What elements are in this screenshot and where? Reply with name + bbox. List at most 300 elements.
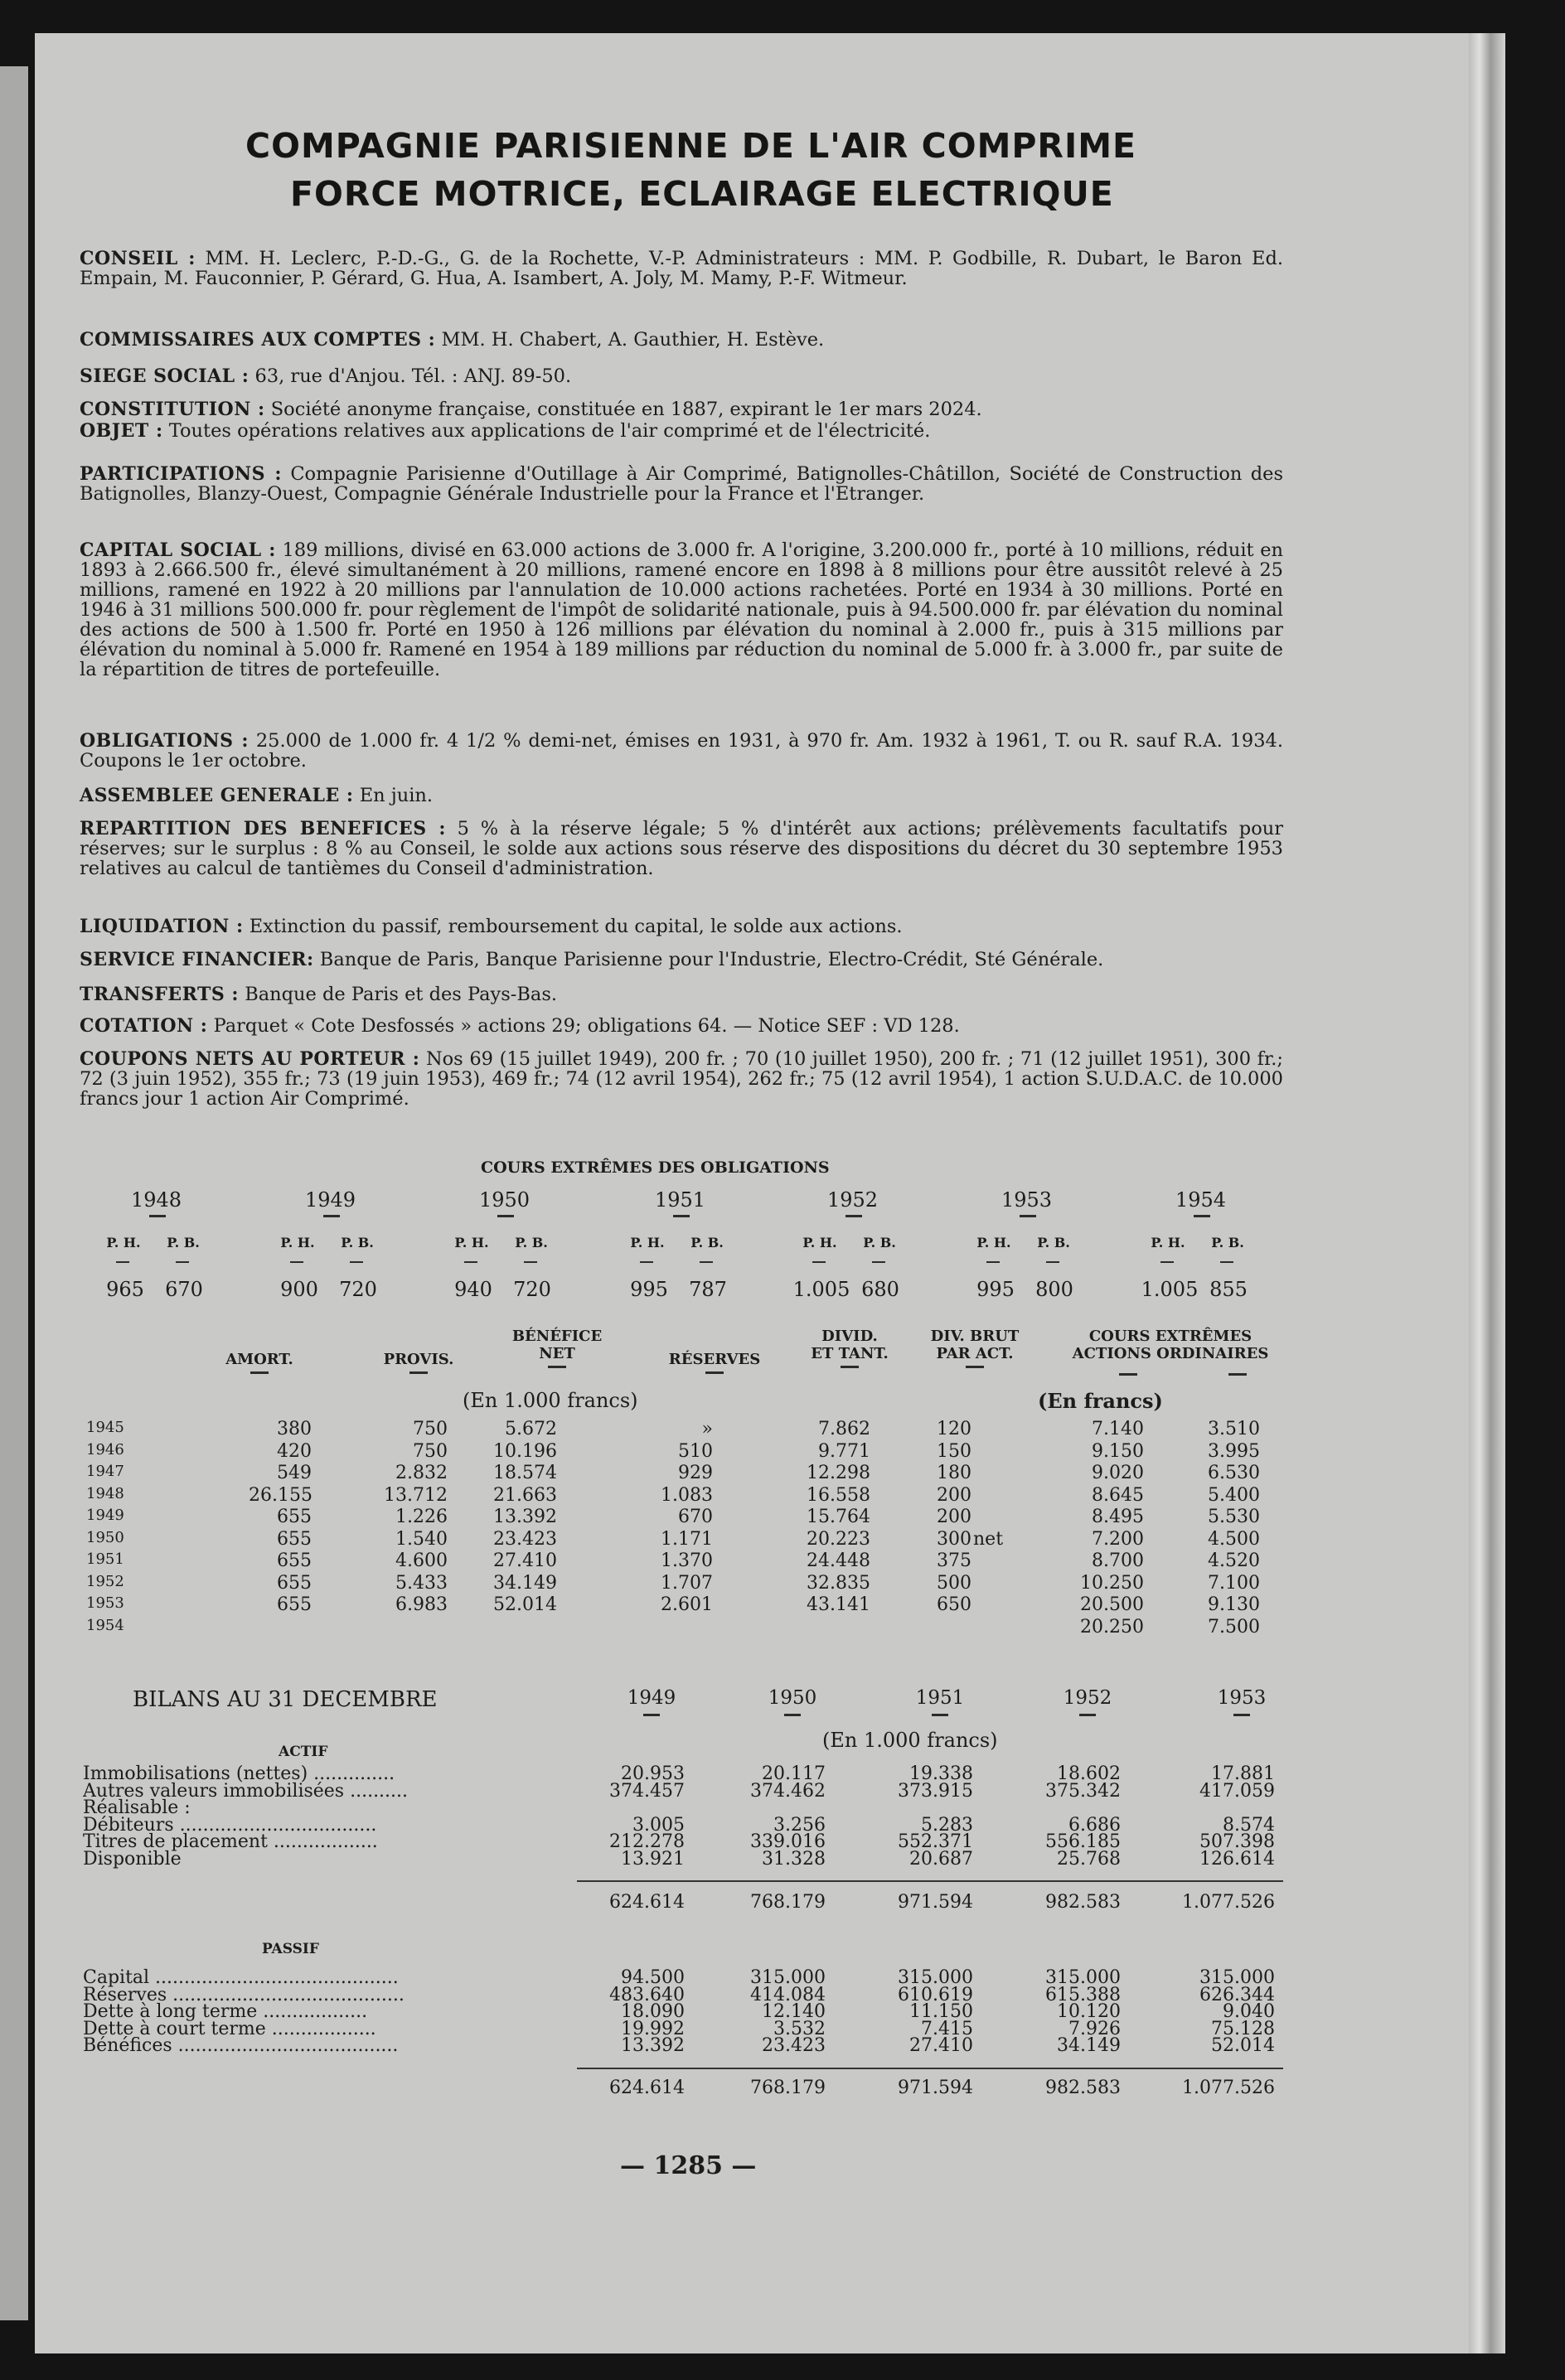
col-header-provis xyxy=(373,1351,464,1374)
bond-year: 1948 xyxy=(131,1188,182,1212)
passif-label: PASSIF xyxy=(262,1941,319,1957)
col-header-label: NET xyxy=(539,1345,575,1362)
cell-reserves: 1.707 xyxy=(661,1572,713,1594)
cell-provis: 750 xyxy=(413,1440,448,1462)
col-header-cours xyxy=(1046,1328,1295,1380)
cell-divid: 12.298 xyxy=(807,1463,870,1483)
cell-benef: 5.672 xyxy=(505,1419,557,1439)
section-text: Parquet « Cote Desfossés » actions 29; obligations 64. — Notice SEF : VD 128. xyxy=(213,1015,960,1037)
cell-high: 8.700 xyxy=(1092,1550,1144,1571)
col-header-benefice xyxy=(507,1328,607,1368)
pb-value: 720 xyxy=(513,1278,551,1301)
col-header-label: COURS EXTRÊMES xyxy=(1088,1328,1252,1345)
bilan-cell: 20.687 xyxy=(909,1848,973,1870)
ph-value: 1.005 xyxy=(1141,1278,1199,1301)
cell-provis: 13.712 xyxy=(384,1484,448,1506)
pb-value: 680 xyxy=(861,1278,899,1301)
bilan-cell: 34.149 xyxy=(1057,2035,1121,2056)
ph-label: P. H. xyxy=(106,1235,141,1250)
cell-high: 10.250 xyxy=(1080,1572,1144,1594)
pb-value: 670 xyxy=(165,1278,203,1301)
cell-amort: 26.155 xyxy=(249,1484,313,1506)
section-head: ASSEMBLEE GENERALE : xyxy=(80,785,354,806)
section-participations xyxy=(80,464,1283,504)
section-head: OBJET : xyxy=(80,420,163,442)
bilan-row-label: Réalisable : xyxy=(83,1797,191,1818)
row-year: 1949 xyxy=(86,1507,124,1524)
section-repartition xyxy=(80,819,1283,878)
bilan-cell: 11.150 xyxy=(909,2001,973,2022)
bilan-year: 1953 xyxy=(1217,1687,1267,1709)
bilan-row-label: Immobilisations (nettes) .............. xyxy=(83,1763,395,1784)
ph-label: P. H. xyxy=(802,1235,837,1250)
actif-total-cell: 982.583 xyxy=(1045,1892,1121,1913)
col-header-amort xyxy=(222,1351,297,1374)
ph-value: 900 xyxy=(280,1278,318,1301)
ph-dash xyxy=(812,1261,826,1263)
cell-low: 7.100 xyxy=(1208,1572,1260,1594)
cell-div: 650 xyxy=(937,1594,971,1615)
bilan-cell: 20.953 xyxy=(621,1763,685,1784)
cell-amort: 655 xyxy=(277,1572,312,1594)
cell-reserves: 2.601 xyxy=(661,1594,713,1615)
ph-label: P. H. xyxy=(454,1235,489,1250)
section-assemblee xyxy=(80,786,1283,805)
bilan-cell: 315.000 xyxy=(1199,1967,1275,1988)
col-header-divid xyxy=(804,1328,895,1368)
bilan-cell: 626.344 xyxy=(1199,1984,1275,2005)
section-head: COUPONS NETS AU PORTEUR : xyxy=(80,1048,420,1070)
cell-low: 9.130 xyxy=(1208,1594,1260,1615)
bilan-cell: 375.342 xyxy=(1045,1780,1121,1802)
pb-label: P. B. xyxy=(341,1235,374,1250)
bond-year: 1949 xyxy=(305,1188,356,1212)
year-dash xyxy=(643,1714,660,1716)
year-dash xyxy=(1079,1714,1096,1716)
section-text: Extinction du passif, remboursement du capital, le solde aux actions. xyxy=(249,916,903,937)
bilan-cell: 5.283 xyxy=(921,1814,973,1836)
pb-value: 855 xyxy=(1209,1278,1248,1301)
cell-divid: 20.223 xyxy=(807,1528,870,1550)
ph-dash xyxy=(640,1261,653,1263)
cell-div: 500 xyxy=(937,1572,971,1594)
bilan-cell: 7.415 xyxy=(921,2018,973,2039)
bilan-cell: 483.640 xyxy=(609,1984,685,2005)
bilan-row-label: Autres valeurs immobilisées .......... xyxy=(83,1780,409,1802)
section-conseil xyxy=(80,249,1283,288)
bilan-cell: 25.768 xyxy=(1057,1848,1121,1870)
ph-value: 995 xyxy=(630,1278,668,1301)
unit-right: (En francs) xyxy=(1038,1389,1163,1413)
company-title: COMPAGNIE PARISIENNE DE L'AIR COMPRIME xyxy=(245,126,1137,166)
bilan-cell: 31.328 xyxy=(762,1848,826,1870)
cell-high: 20.250 xyxy=(1080,1616,1144,1637)
col-header-label: DIV. BRUT xyxy=(930,1328,1020,1345)
bilan-row-label: Dette à long terme .................. xyxy=(83,2001,368,2022)
cell-provis: 5.433 xyxy=(395,1572,448,1594)
header-dash xyxy=(841,1366,859,1368)
section-head: REPARTITION DES BENEFICES : xyxy=(80,818,446,839)
cell-high: 9.020 xyxy=(1092,1463,1144,1483)
year-dash xyxy=(1020,1215,1036,1217)
ph-dash xyxy=(116,1261,129,1263)
ph-dash xyxy=(290,1261,303,1263)
bilan-row-label: Bénéfices ...................................... xyxy=(83,2035,399,2056)
cell-high: 8.645 xyxy=(1092,1484,1144,1506)
cell-reserves: 1.083 xyxy=(661,1484,713,1506)
bilan-cell: 610.619 xyxy=(898,1984,973,2005)
cell-divid: 24.448 xyxy=(807,1550,870,1571)
bilan-row-label: Débiteurs .................................. xyxy=(83,1814,377,1836)
cell-div: 120 xyxy=(937,1419,971,1439)
ph-label: P. H. xyxy=(630,1235,665,1250)
bilan-cell: 8.574 xyxy=(1223,1814,1275,1836)
section-head: OBLIGATIONS : xyxy=(80,730,249,752)
bilan-cell: 339.016 xyxy=(750,1831,826,1852)
section-head: SIEGE SOCIAL : xyxy=(80,365,250,387)
row-year: 1947 xyxy=(86,1463,124,1480)
cell-amort: 655 xyxy=(277,1594,312,1615)
header-dash xyxy=(548,1366,566,1368)
cell-amort: 380 xyxy=(277,1419,312,1439)
col-header-label: ET TANT. xyxy=(811,1345,889,1362)
bilan-cell: 17.881 xyxy=(1211,1763,1275,1784)
header-dash xyxy=(1228,1373,1247,1376)
col-header-div-brut xyxy=(917,1328,1033,1368)
bilan-cell: 3.005 xyxy=(632,1814,685,1836)
year-dash xyxy=(932,1714,948,1716)
actif-total-rule xyxy=(577,1880,1283,1882)
cell-div: 300 xyxy=(937,1528,971,1550)
bilan-cell: 94.500 xyxy=(621,1967,685,1988)
cell-low: 3.995 xyxy=(1208,1440,1260,1462)
bilan-row-label: Dette à court terme .................. xyxy=(83,2018,376,2039)
cell-reserves: » xyxy=(701,1419,713,1439)
section-text: En juin. xyxy=(359,785,434,806)
col-header-label: ACTIONS ORDINAIRES xyxy=(1072,1345,1269,1362)
bilan-cell: 212.278 xyxy=(609,1831,685,1852)
ph-label: P. H. xyxy=(1151,1235,1185,1250)
bilan-cell: 417.059 xyxy=(1199,1780,1275,1802)
bilan-cell: 615.388 xyxy=(1045,1984,1121,2005)
cell-low: 4.500 xyxy=(1208,1528,1260,1550)
passif-total-rule xyxy=(577,2068,1283,2069)
ph-dash xyxy=(986,1261,1000,1263)
col-header-label: BÉNÉFICE xyxy=(511,1328,603,1345)
cell-divid: 43.141 xyxy=(807,1594,870,1615)
ph-dash xyxy=(464,1261,477,1263)
bilan-cell: 414.084 xyxy=(750,1984,826,2005)
cell-divid: 16.558 xyxy=(807,1484,870,1506)
cell-reserves: 929 xyxy=(678,1463,713,1483)
bond-year: 1954 xyxy=(1175,1188,1227,1212)
section-head: COTATION : xyxy=(80,1015,208,1037)
cell-benef: 27.410 xyxy=(493,1550,557,1571)
bond-year: 1951 xyxy=(655,1188,706,1212)
section-text: Toutes opérations relatives aux applications de l'air comprimé et de l'électricité. xyxy=(168,420,931,442)
year-dash xyxy=(497,1215,514,1217)
bilan-row-label: Titres de placement .................. xyxy=(83,1831,378,1852)
col-header-label: PAR ACT. xyxy=(936,1345,1014,1362)
cell-divid: 7.862 xyxy=(818,1419,870,1439)
bilan-cell: 373.915 xyxy=(898,1780,973,1802)
cell-provis: 2.832 xyxy=(395,1463,448,1483)
section-text: Banque de Paris et des Pays-Bas. xyxy=(245,984,558,1005)
cell-low: 3.510 xyxy=(1208,1419,1260,1439)
bilan-cell: 556.185 xyxy=(1045,1831,1121,1852)
book-page-edges xyxy=(1469,33,1505,2353)
header-dash xyxy=(1119,1373,1137,1376)
bilan-cell: 126.614 xyxy=(1199,1848,1275,1870)
row-year: 1953 xyxy=(86,1594,124,1612)
cell-reserves: 670 xyxy=(678,1507,713,1527)
ph-value: 965 xyxy=(106,1278,144,1301)
cell-benef: 18.574 xyxy=(493,1463,557,1483)
ph-label: P. H. xyxy=(976,1235,1011,1250)
bonds-title: COURS EXTRÊMES DES OBLIGATIONS xyxy=(481,1159,830,1177)
bilan-cell: 552.371 xyxy=(898,1831,973,1852)
ph-value: 995 xyxy=(976,1278,1015,1301)
page-number: — 1285 — xyxy=(620,2151,757,2180)
cell-benef: 34.149 xyxy=(493,1572,557,1594)
bilan-cell: 20.117 xyxy=(762,1763,826,1784)
cell-divid: 9.771 xyxy=(818,1440,870,1462)
cell-net-note: net xyxy=(973,1528,1004,1550)
bilan-cell: 18.090 xyxy=(621,2001,685,2022)
cell-high: 7.200 xyxy=(1092,1528,1144,1550)
cell-benef: 21.663 xyxy=(493,1484,557,1506)
cell-provis: 4.600 xyxy=(395,1550,448,1571)
cell-divid: 15.764 xyxy=(807,1507,870,1527)
section-constitution xyxy=(80,399,1283,419)
bilan-cell: 19.338 xyxy=(909,1763,973,1784)
header-dash xyxy=(966,1366,984,1368)
actif-label: ACTIF xyxy=(279,1744,328,1760)
section-objet xyxy=(80,421,1283,441)
cell-low: 7.500 xyxy=(1208,1616,1260,1637)
section-text: Nos 69 (15 juillet 1949), 200 fr. ; 70 (10 juillet 1950), 200 fr. ; 71 (12 juillet 1951), 300 fr.; 72 (3 juin 1952), 355 fr.; 73 (19 juin 1953), 469 fr.; 74 (12 avril 1954), 262 fr.; 75 (12 avril 1954), 1 action S.U.D.A.C. de 10.000 francs jour 1 action Air Comprimé. xyxy=(80,1048,1283,1110)
ph-value: 940 xyxy=(454,1278,492,1301)
bilan-cell: 13.392 xyxy=(621,2035,685,2056)
cell-high: 7.140 xyxy=(1092,1419,1144,1439)
bilan-cell: 315.000 xyxy=(898,1967,973,1988)
col-header-label: AMORT. xyxy=(225,1351,293,1368)
row-year: 1950 xyxy=(86,1528,124,1546)
bilan-cell: 23.423 xyxy=(762,2035,826,2056)
cell-provis: 750 xyxy=(413,1419,448,1439)
header-dash xyxy=(409,1371,428,1374)
pb-label: P. B. xyxy=(167,1235,200,1250)
bilan-cell: 52.014 xyxy=(1211,2035,1275,2056)
cell-reserves: 1.171 xyxy=(661,1528,713,1550)
pb-value: 720 xyxy=(339,1278,377,1301)
bilan-cell: 12.140 xyxy=(762,2001,826,2022)
section-head: CONSTITUTION : xyxy=(80,399,265,420)
cell-div: 180 xyxy=(937,1463,971,1483)
col-header-label: PROVIS. xyxy=(383,1351,454,1368)
cell-div: 200 xyxy=(937,1507,971,1527)
pb-value: 800 xyxy=(1035,1278,1073,1301)
cell-high: 9.150 xyxy=(1092,1440,1144,1462)
bilan-cell: 315.000 xyxy=(1045,1967,1121,1988)
cell-div: 375 xyxy=(937,1550,971,1571)
bilan-cell: 7.926 xyxy=(1068,2018,1121,2039)
bilan-cell: 75.128 xyxy=(1211,2018,1275,2039)
unit-left: (En 1.000 francs) xyxy=(463,1389,638,1412)
actif-total-cell: 624.614 xyxy=(609,1892,685,1913)
bilan-cell: 19.992 xyxy=(621,2018,685,2039)
section-obligations xyxy=(80,731,1283,771)
passif-total-cell: 982.583 xyxy=(1045,2077,1121,2098)
passif-total-cell: 768.179 xyxy=(750,2077,826,2098)
cell-amort: 655 xyxy=(277,1550,312,1571)
bilan-cell: 3.256 xyxy=(773,1814,826,1836)
bilan-cell: 374.462 xyxy=(750,1780,826,1802)
bilan-row-label: Réserves ........................................ xyxy=(83,1984,405,2005)
year-dash xyxy=(845,1215,862,1217)
ph-dash xyxy=(1160,1261,1174,1263)
cell-reserves: 510 xyxy=(678,1440,713,1462)
actif-total-cell: 971.594 xyxy=(898,1892,973,1913)
cell-div: 150 xyxy=(937,1440,971,1462)
section-text: 25.000 de 1.000 fr. 4 1/2 % demi-net, émises en 1931, à 970 fr. Am. 1932 à 1961, T. ou R. sauf R.A. 1934. Coupons le 1er octobre. xyxy=(80,730,1283,772)
ph-label: P. H. xyxy=(280,1235,315,1250)
section-head: TRANSFERTS : xyxy=(80,984,240,1005)
ph-value: 1.005 xyxy=(792,1278,850,1301)
section-text: 5 % à la réserve légale; 5 % d'intérêt aux actions; prélèvements facultatifs pour réserves; sur le surplus : 8 % au Conseil, le solde aux actions sous réserve des dispositions du décret du 30 septembre 1953 relatives au calcul de tantièmes du Conseil d'administration. xyxy=(80,818,1283,879)
year-dash xyxy=(784,1714,801,1716)
pb-dash xyxy=(700,1261,713,1263)
bilan-cell: 18.602 xyxy=(1057,1763,1121,1784)
passif-total-cell: 624.614 xyxy=(609,2077,685,2098)
bilan-row-label: Capital .......................................... xyxy=(83,1967,399,1988)
section-text: MM. H. Chabert, A. Gauthier, H. Estève. xyxy=(441,329,825,351)
row-year: 1945 xyxy=(86,1419,124,1436)
cell-amort: 655 xyxy=(277,1528,312,1550)
cell-reserves: 1.370 xyxy=(661,1550,713,1571)
bilan-cell: 374.457 xyxy=(609,1780,685,1802)
row-year: 1948 xyxy=(86,1484,124,1502)
header-dash xyxy=(250,1371,269,1374)
section-head: SERVICE FINANCIER: xyxy=(80,949,314,970)
cell-divid: 32.835 xyxy=(807,1572,870,1594)
cell-low: 4.520 xyxy=(1208,1550,1260,1571)
bilan-year: 1952 xyxy=(1063,1687,1112,1709)
bilan-cell: 10.120 xyxy=(1057,2001,1121,2022)
section-text: Banque de Paris, Banque Parisienne pour l'Industrie, Electro-Crédit, Sté Générale. xyxy=(319,949,1104,970)
bilan-year: 1950 xyxy=(768,1687,817,1709)
bond-year: 1953 xyxy=(1001,1188,1053,1212)
pb-label: P. B. xyxy=(863,1235,896,1250)
bilans-unit: (En 1.000 francs) xyxy=(822,1729,998,1752)
col-header-label: DIVID. xyxy=(821,1328,878,1345)
cell-amort: 655 xyxy=(277,1507,312,1527)
cell-amort: 549 xyxy=(277,1463,312,1483)
cell-benef: 10.196 xyxy=(493,1440,557,1462)
section-text: Société anonyme française, constituée en 1887, expirant le 1er mars 2024. xyxy=(270,399,982,420)
pb-label: P. B. xyxy=(515,1235,548,1250)
cell-high: 8.495 xyxy=(1092,1507,1144,1527)
cell-benef: 52.014 xyxy=(493,1594,557,1615)
pb-dash xyxy=(872,1261,885,1263)
year-dash xyxy=(323,1215,340,1217)
cell-low: 5.400 xyxy=(1208,1484,1260,1506)
section-liquidation xyxy=(80,917,1283,936)
pb-value: 787 xyxy=(689,1278,727,1301)
year-dash xyxy=(149,1215,166,1217)
bilan-cell: 27.410 xyxy=(909,2035,973,2056)
row-year: 1946 xyxy=(86,1440,124,1458)
row-year: 1954 xyxy=(86,1616,124,1634)
section-head: LIQUIDATION : xyxy=(80,916,244,937)
col-header-label: RÉSERVES xyxy=(668,1351,761,1368)
pb-dash xyxy=(524,1261,537,1263)
bilan-cell: 13.921 xyxy=(621,1848,685,1870)
section-transferts xyxy=(80,984,1283,1004)
bond-year: 1952 xyxy=(827,1188,879,1212)
bilan-row-label: Disponible xyxy=(83,1848,182,1870)
pb-dash xyxy=(1220,1261,1233,1263)
section-capital xyxy=(80,540,1283,680)
bilan-cell: 507.398 xyxy=(1199,1831,1275,1852)
cell-provis: 1.226 xyxy=(395,1507,448,1527)
cell-benef: 23.423 xyxy=(493,1528,557,1550)
section-cotation xyxy=(80,1016,1283,1036)
header-dash xyxy=(705,1371,724,1374)
section-text: Compagnie Parisienne d'Outillage à Air Comprimé, Batignolles-Châtillon, Société de Construction des Batignolles, Blanzy-Ouest, Compagnie Générale Industrielle pour la France et l'Etranger. xyxy=(80,463,1283,505)
passif-total-cell: 1.077.526 xyxy=(1182,2077,1275,2098)
section-text: 63, rue d'Anjou. Tél. : ANJ. 89-50. xyxy=(254,365,572,387)
cell-amort: 420 xyxy=(277,1440,312,1462)
section-head: COMMISSAIRES AUX COMPTES : xyxy=(80,329,436,351)
cell-high: 20.500 xyxy=(1080,1594,1144,1615)
section-commissaires xyxy=(80,330,1283,350)
bilan-cell: 9.040 xyxy=(1223,2001,1275,2022)
row-year: 1952 xyxy=(86,1572,124,1590)
section-head: CONSEIL : xyxy=(80,248,196,269)
actif-total-cell: 768.179 xyxy=(750,1892,826,1913)
bilan-cell: 3.532 xyxy=(773,2018,826,2039)
section-head: CAPITAL SOCIAL : xyxy=(80,539,276,561)
bilan-year: 1949 xyxy=(627,1687,676,1709)
section-head: PARTICIPATIONS : xyxy=(80,463,282,485)
section-text: MM. H. Leclerc, P.-D.-G., G. de la Rochette, V.-P. Administrateurs : MM. P. Godbille, R. Dubart, le Baron Ed. Empain, M. Fauconnier, P. Gérard, G. Hua, A. Isambert, A. Joly, M. Mamy, P.-F. Witmeur. xyxy=(80,248,1283,289)
cell-provis: 1.540 xyxy=(395,1528,448,1550)
cell-low: 6.530 xyxy=(1208,1463,1260,1483)
cell-div: 200 xyxy=(937,1484,971,1506)
pb-label: P. B. xyxy=(1211,1235,1244,1250)
pb-label: P. B. xyxy=(1037,1235,1070,1250)
cell-benef: 13.392 xyxy=(493,1507,557,1527)
col-header-reserves xyxy=(665,1351,764,1374)
bilan-cell: 315.000 xyxy=(750,1967,826,1988)
year-dash xyxy=(1233,1714,1250,1716)
pb-dash xyxy=(1046,1261,1059,1263)
year-dash xyxy=(1194,1215,1210,1217)
row-year: 1951 xyxy=(86,1550,124,1568)
bilans-title: BILANS AU 31 DECEMBRE xyxy=(133,1687,438,1712)
passif-total-cell: 971.594 xyxy=(898,2077,973,2098)
bond-year: 1950 xyxy=(479,1188,531,1212)
pb-label: P. B. xyxy=(690,1235,724,1250)
bilan-year: 1951 xyxy=(915,1687,965,1709)
year-dash xyxy=(673,1215,690,1217)
cell-low: 5.530 xyxy=(1208,1507,1260,1527)
section-coupons xyxy=(80,1049,1283,1109)
pb-dash xyxy=(350,1261,363,1263)
section-service-financier xyxy=(80,950,1283,970)
section-siege xyxy=(80,366,1283,386)
